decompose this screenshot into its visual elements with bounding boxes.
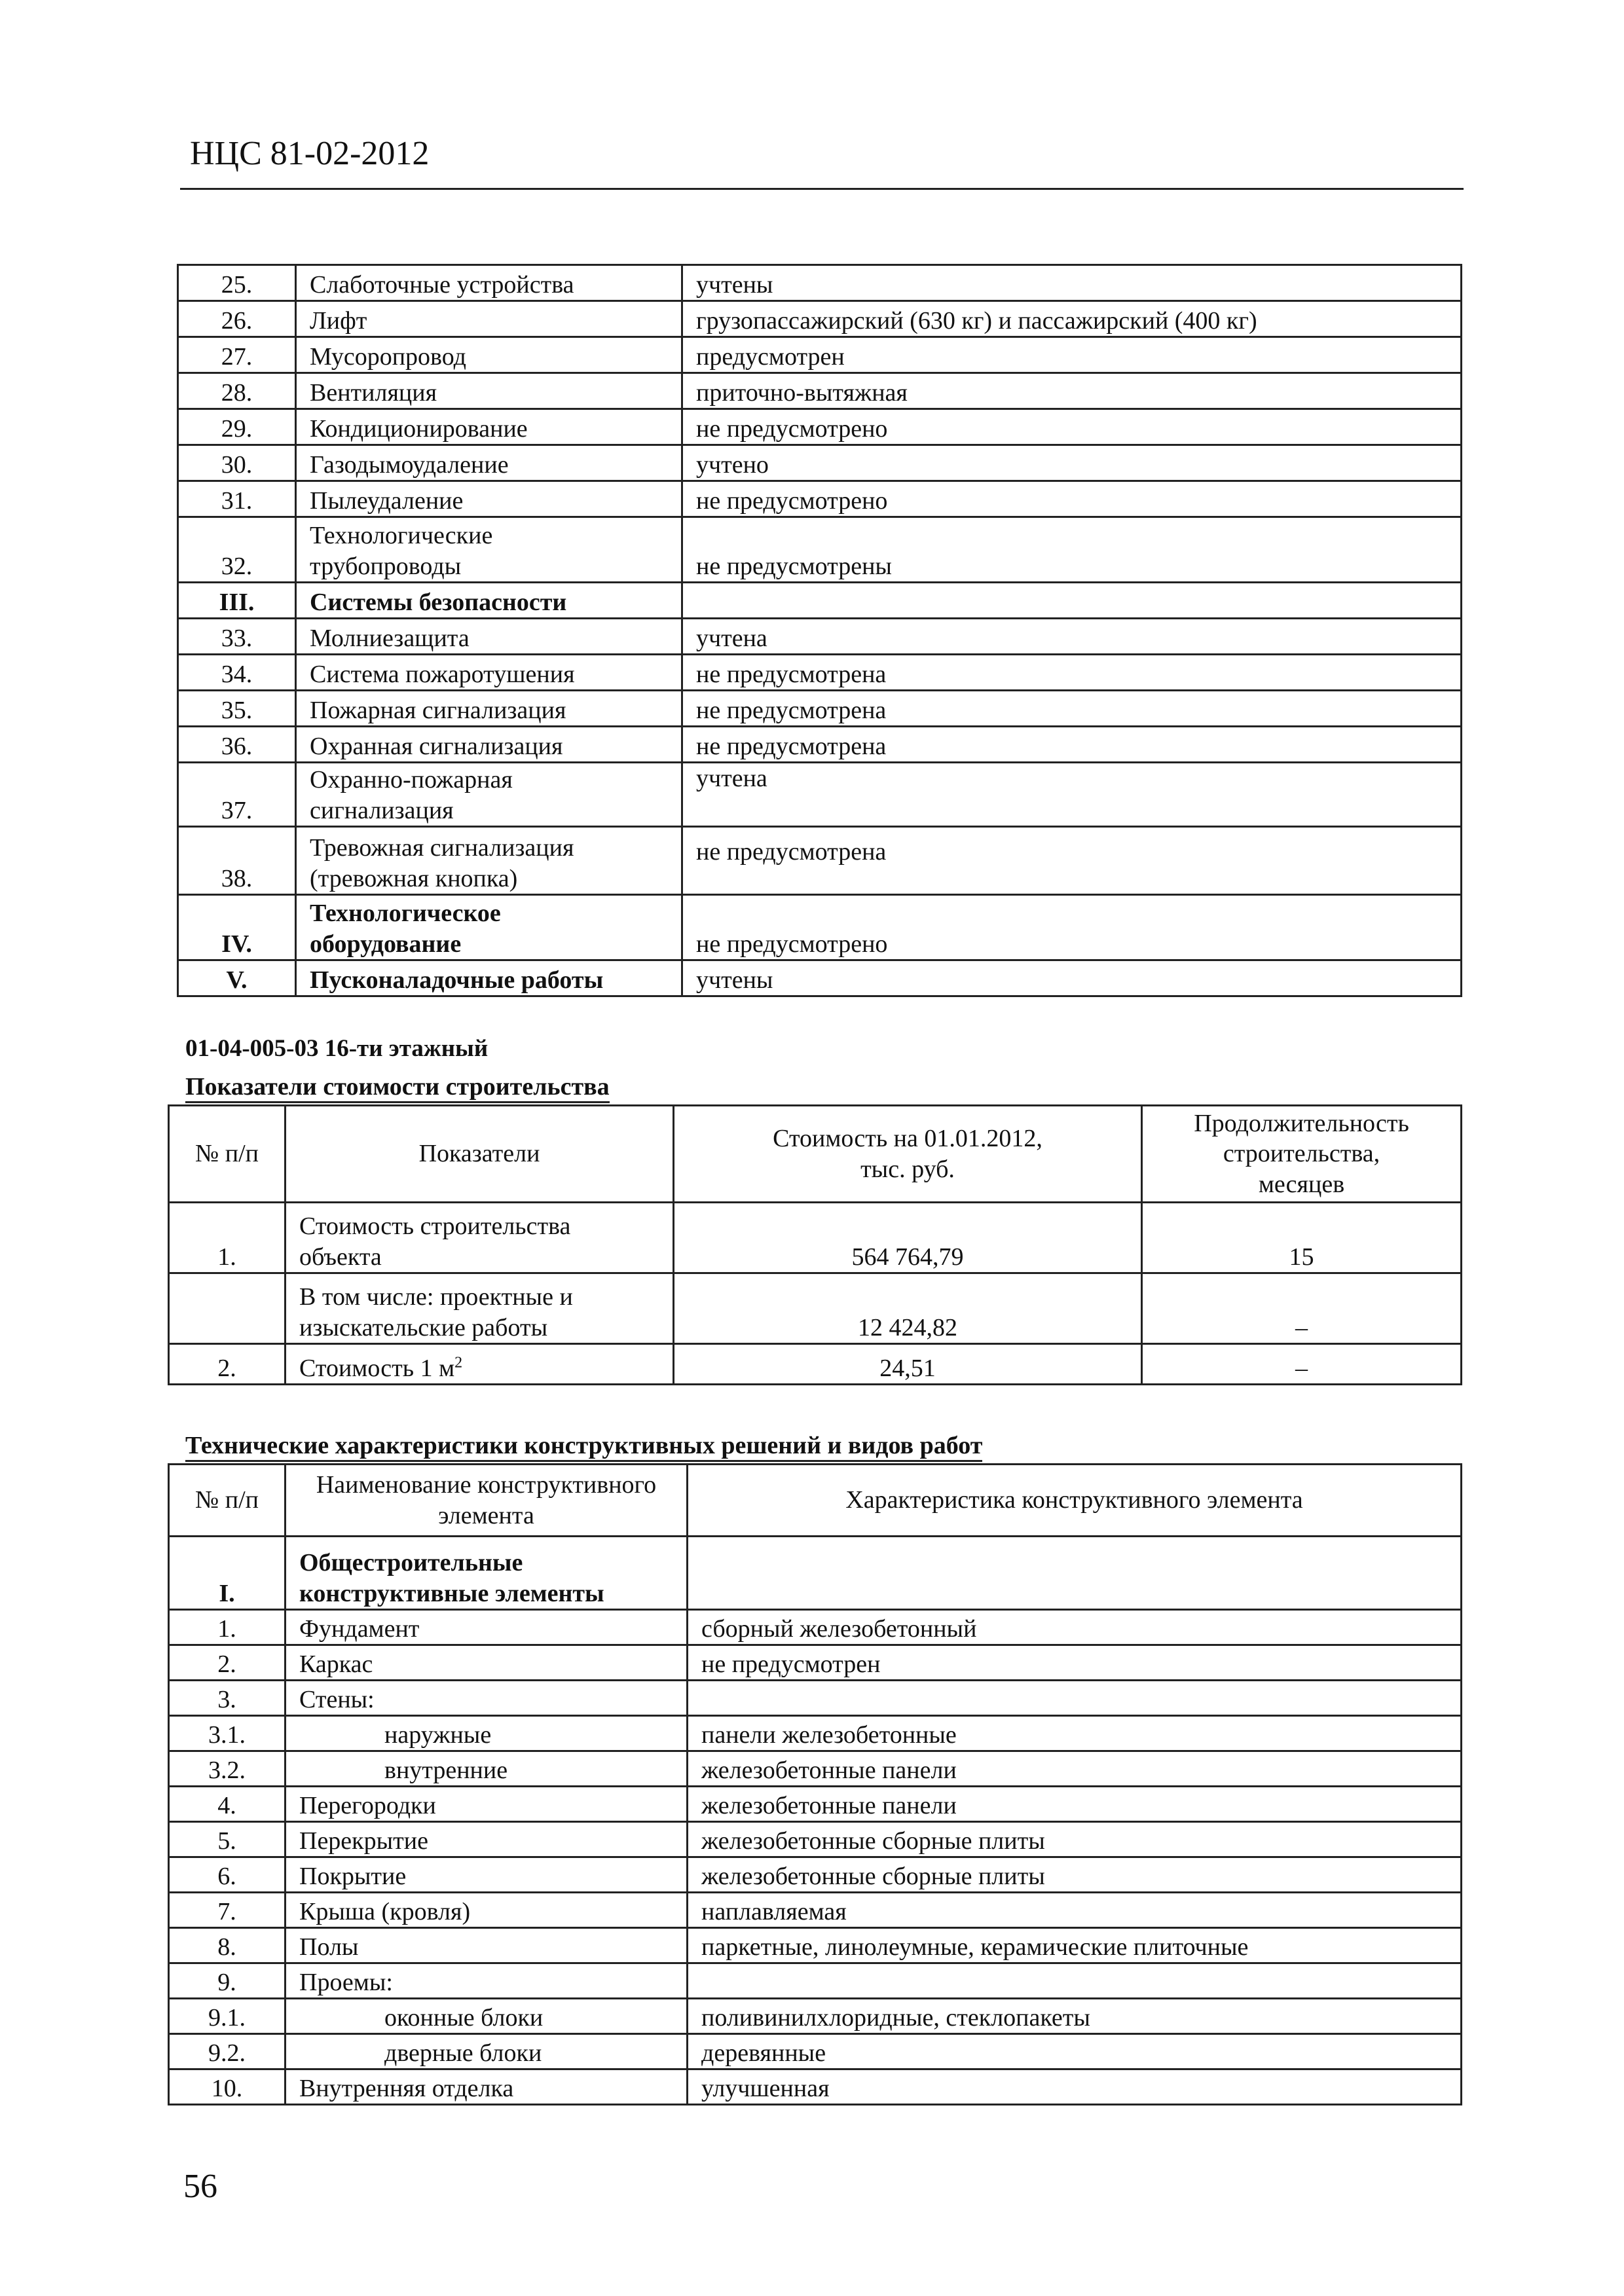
table-row [169,1537,1462,1610]
section-title: Системы безопасности [296,583,682,619]
row-number: 10. [169,2069,286,2105]
column-header-line: тыс. руб. [860,1155,955,1183]
row-number: 31. [178,481,296,517]
row-value: поливинилхлоридные, стеклопакеты [688,1999,1462,2034]
table-row [178,691,1462,727]
row-name: Полы [286,1928,688,1963]
row-number: 2. [169,1344,286,1385]
table-row [169,1893,1462,1928]
row-number: 30. [178,445,296,481]
row-value [688,1681,1462,1716]
table-row [178,763,1462,827]
row-value: наплавляемая [688,1893,1462,1928]
row-value: не предусмотрена [682,691,1462,727]
table-row [178,445,1462,481]
table-row [169,1928,1462,1963]
row-name: Стены: [286,1681,688,1716]
row-value: не предусмотрено [682,895,1462,960]
table-row [178,727,1462,763]
row-indicator [286,1203,674,1273]
section-title: Пусконаладочные работы [296,960,682,996]
row-number: 1. [169,1203,286,1273]
row-value [682,583,1462,619]
row-name-line: Охранно-пожарная [310,766,513,794]
column-header-number: № п/п [169,1465,286,1537]
column-header-line: строительства, [1223,1140,1380,1168]
section-number: IV. [178,895,296,960]
technical-characteristics-heading: Технические характеристики конструктивных решений и видов работ [185,1432,982,1462]
row-duration: 15 [1142,1203,1462,1273]
row-value: не предусмотрено [682,409,1462,445]
row-name: Пожарная сигнализация [296,691,682,727]
table-row [169,1751,1462,1787]
table-row [169,1610,1462,1645]
section-number: III. [178,583,296,619]
engineering-systems-table [177,264,1462,997]
table-header-row [169,1106,1462,1203]
row-name: Система пожаротушения [296,655,682,691]
row-number: 37. [178,763,296,827]
row-name: Лифт [296,301,682,337]
table-row [169,1203,1462,1273]
row-number: 34. [178,655,296,691]
row-value: не предусмотрено [682,481,1462,517]
row-name: Внутренняя отделка [286,2069,688,2105]
row-value: деревянные [688,2034,1462,2069]
row-duration: – [1142,1273,1462,1344]
row-value: не предусмотрена [682,655,1462,691]
column-header-number: № п/п [169,1106,286,1203]
row-value: предусмотрен [682,337,1462,373]
row-value: панели железобетонные [688,1716,1462,1751]
row-value: не предусмотрен [688,1645,1462,1681]
row-number: 28. [178,373,296,409]
row-indicator-line: Стоимость строительства [299,1212,571,1241]
row-name-line: трубопроводы [310,552,462,580]
table-row [178,960,1462,996]
row-name: Охранная сигнализация [296,727,682,763]
row-value: железобетонные панели [688,1751,1462,1787]
row-value: не предусмотрена [682,827,1462,895]
column-header-line: Стоимость на 01.01.2012, [773,1125,1043,1153]
row-name-line: (тревожная кнопка) [310,864,518,892]
table-row [178,895,1462,960]
section-title-line: оборудование [310,930,462,958]
row-duration: – [1142,1344,1462,1385]
row-value [688,1537,1462,1610]
row-number: 2. [169,1645,286,1681]
row-name: Газодымоудаление [296,445,682,481]
row-name: Покрытие [286,1857,688,1893]
column-header-indicator: Показатели [286,1106,674,1203]
column-header-line: элемента [438,1501,534,1529]
table-row [169,1999,1462,2034]
row-value: железобетонные сборные плиты [688,1857,1462,1893]
row-indicator-text: Стоимость 1 м [299,1354,455,1382]
row-name-line: сигнализация [310,796,454,824]
section-title-line: Технологическое [310,900,501,928]
row-number: 29. [178,409,296,445]
row-number: 4. [169,1787,286,1822]
row-value: не предусмотрена [682,727,1462,763]
table-row [178,517,1462,583]
row-name: Фундамент [286,1610,688,1645]
header-divider [180,188,1464,190]
document-header-title: НЦС 81-02-2012 [190,135,430,172]
table-row [169,1344,1462,1385]
row-name: Мусоропровод [296,337,682,373]
row-name [296,827,682,895]
row-name: Перегородки [286,1787,688,1822]
row-name: Каркас [286,1645,688,1681]
row-name: Вентиляция [296,373,682,409]
row-name: Пылеудаление [296,481,682,517]
row-value: не предусмотрены [682,517,1462,583]
table-row [169,1681,1462,1716]
row-number: 7. [169,1893,286,1928]
section-title-line: Общестроительные [299,1549,523,1577]
row-indicator-line: изыскательские работы [299,1313,548,1341]
row-name [296,517,682,583]
row-number: 38. [178,827,296,895]
table-row [178,583,1462,619]
row-value: учтены [682,960,1462,996]
table-row [169,2034,1462,2069]
row-cost: 24,51 [674,1344,1142,1385]
row-value: сборный железобетонный [688,1610,1462,1645]
row-name: Перекрытие [286,1822,688,1857]
row-number: 32. [178,517,296,583]
row-number: 3.2. [169,1751,286,1787]
row-value: учтено [682,445,1462,481]
row-name: Кондиционирование [296,409,682,445]
row-value: грузопассажирский (630 кг) и пассажирский (400 кг) [682,301,1462,337]
table-row [169,1963,1462,1999]
table-row [178,655,1462,691]
object-code-heading: 01-04-005-03 16-ти этажный [185,1035,489,1062]
row-value: учтена [682,763,1462,827]
row-name-line: Технологические [310,522,493,550]
table-row [178,265,1462,301]
column-header-line: Продолжительность [1194,1109,1409,1137]
row-value: паркетные, линолеумные, керамические плиточные [688,1928,1462,1963]
page-number: 56 [183,2168,217,2205]
column-header-element [286,1465,688,1537]
row-name: Молниезащита [296,619,682,655]
row-name: наружные [286,1716,688,1751]
row-value: учтена [682,619,1462,655]
section-number: V. [178,960,296,996]
table-row [178,301,1462,337]
column-header-line: месяцев [1258,1170,1345,1198]
row-number: 25. [178,265,296,301]
section-title [296,895,682,960]
row-number: 9.2. [169,2034,286,2069]
row-value: железобетонные сборные плиты [688,1822,1462,1857]
row-value: учтены [682,265,1462,301]
row-indicator [286,1273,674,1344]
row-indicator-line: В том числе: проектные и [299,1283,573,1311]
section-title [286,1537,688,1610]
row-cost: 12 424,82 [674,1273,1142,1344]
row-value [688,1963,1462,1999]
cost-indicators-table [168,1104,1462,1385]
row-name: Слаботочные устройства [296,265,682,301]
row-name: внутренние [286,1751,688,1787]
table-row [178,337,1462,373]
table-row [178,481,1462,517]
section-title-line: конструктивные элементы [299,1579,604,1607]
column-header-cost [674,1106,1142,1203]
column-header-line: Наименование конструктивного [316,1471,657,1499]
row-number: 3.1. [169,1716,286,1751]
technical-characteristics-table [168,1463,1462,2105]
row-number: 26. [178,301,296,337]
row-number: 36. [178,727,296,763]
table-row [169,1273,1462,1344]
row-value: железобетонные панели [688,1787,1462,1822]
row-name-line: Тревожная сигнализация [310,834,574,862]
cost-indicators-heading: Показатели стоимости строительства [185,1074,610,1103]
row-number: 9. [169,1963,286,1999]
row-number: 5. [169,1822,286,1857]
row-name [296,763,682,827]
table-row [169,2069,1462,2105]
row-number: 6. [169,1857,286,1893]
table-row [178,373,1462,409]
row-value: приточно-вытяжная [682,373,1462,409]
row-number: 3. [169,1681,286,1716]
table-row [169,1822,1462,1857]
row-name: дверные блоки [286,2034,688,2069]
section-number: I. [169,1537,286,1610]
table-row [169,1716,1462,1751]
row-number [169,1273,286,1344]
row-number: 9.1. [169,1999,286,2034]
column-header-duration [1142,1106,1462,1203]
column-header-characteristic: Характеристика конструктивного элемента [688,1465,1462,1537]
table-row [178,409,1462,445]
row-number: 8. [169,1928,286,1963]
superscript: 2 [454,1353,463,1371]
row-name: оконные блоки [286,1999,688,2034]
table-row [169,1787,1462,1822]
table-row [169,1857,1462,1893]
row-number: 1. [169,1610,286,1645]
row-number: 33. [178,619,296,655]
table-header-row [169,1465,1462,1537]
row-indicator-line: объекта [299,1243,382,1271]
row-indicator [286,1344,674,1385]
row-number: 27. [178,337,296,373]
row-name: Крыша (кровля) [286,1893,688,1928]
row-cost: 564 764,79 [674,1203,1142,1273]
table-row [178,619,1462,655]
table-row [169,1645,1462,1681]
row-value: улучшенная [688,2069,1462,2105]
table-row [178,827,1462,895]
row-number: 35. [178,691,296,727]
row-name: Проемы: [286,1963,688,1999]
